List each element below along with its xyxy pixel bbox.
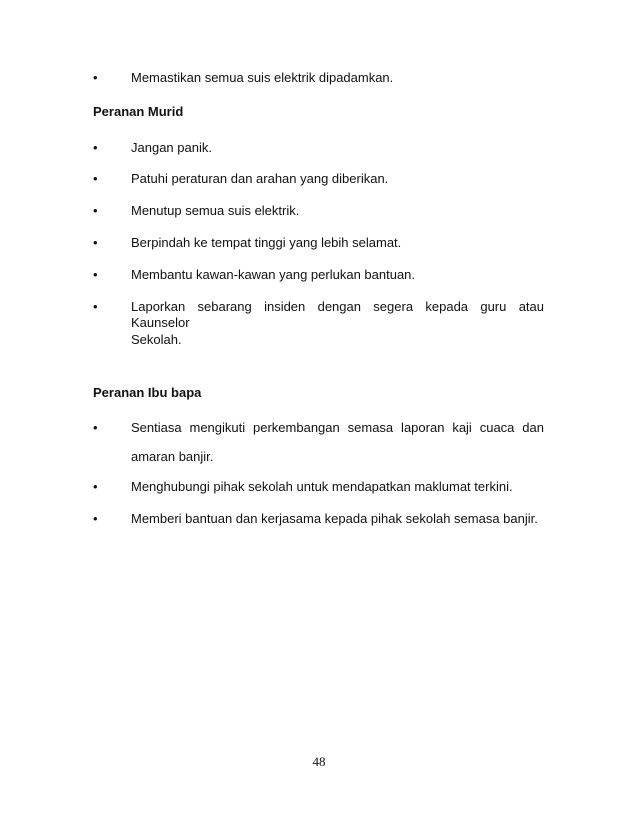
list-item-text: amaran banjir.: [131, 449, 214, 464]
list-item-text: Berpindah ke tempat tinggi yang lebih selamat.: [131, 235, 402, 250]
list-item-text: Menutup semua suis elektrik.: [131, 203, 300, 218]
section-heading-murid: Peranan Murid: [93, 104, 184, 119]
bullet-icon: •: [93, 511, 98, 526]
bullet-icon: •: [93, 479, 98, 494]
list-item-text: Sekolah.: [131, 332, 182, 347]
bullet-icon: •: [93, 420, 98, 435]
list-item-text: Sentiasa mengikuti perkembangan semasa laporan kaji cuaca dan: [131, 420, 544, 435]
list-item-text: Menghubungi pihak sekolah untuk mendapatkan maklumat terkini.: [131, 479, 513, 494]
bullet-icon: •: [93, 299, 98, 314]
bullet-icon: •: [93, 140, 98, 155]
section-heading-ibubapa: Peranan Ibu bapa: [93, 385, 202, 400]
list-item-text: Patuhi peraturan dan arahan yang diberikan.: [131, 171, 389, 186]
list-item-text: Memberi bantuan dan kerjasama kepada pihak sekolah semasa banjir.: [131, 511, 538, 526]
page-number: 48: [312, 754, 326, 769]
bullet-icon: •: [93, 235, 98, 250]
bullet-icon: •: [93, 203, 98, 218]
list-item-text: Jangan panik.: [131, 140, 212, 155]
list-item-text: Membantu kawan-kawan yang perlukan bantuan.: [131, 267, 416, 282]
list-item-text: Memastikan semua suis elektrik dipadamkan.: [131, 70, 394, 85]
bullet-icon: •: [93, 171, 98, 186]
bullet-icon: •: [93, 267, 98, 282]
list-item-text: Laporkan sebarang insiden dengan segera kepada guru atau Kaunselor: [131, 299, 544, 330]
bullet-icon: •: [93, 70, 98, 85]
